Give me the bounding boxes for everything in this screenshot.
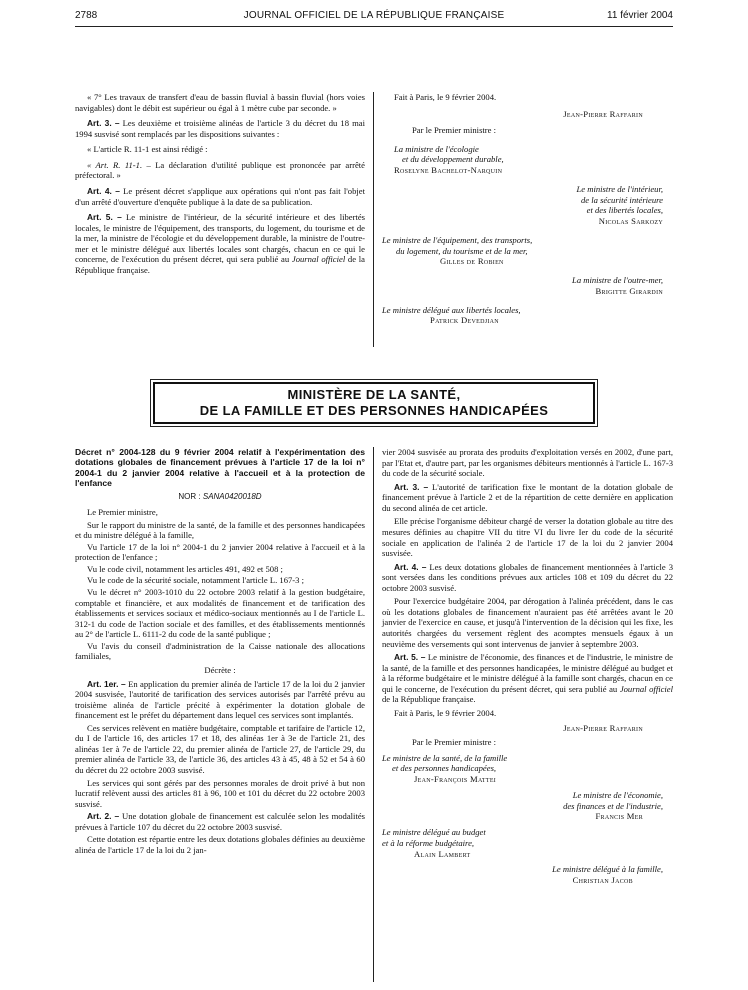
- issue-date: 11 février 2004: [607, 10, 673, 21]
- article-2: [75, 811, 365, 832]
- signatory-title: Le ministre de l'équipement, des transports,: [382, 234, 533, 245]
- header-rule: [75, 26, 673, 27]
- article-text: Le ministre de l'intérieur, de la sécurité intérieure et des libertés locales, le ministre de l'équipement, des transports, du logement, du tourisme et de la mer, la ministre de l'écologie et du développement durable, la ministre de l'outre-mer et le ministre délégué aux libertés locales sont chargés, chacun en ce qui le concerne, de l'exécution du présent décret, qui sera publié au: [75, 212, 365, 265]
- signatory-name: Jean-Pierre Raffarin: [563, 722, 643, 733]
- article-text: Les deuxième et troisième alinéas de l'article 3 du décret du 18 mai 1994 susvisé sont remplacés par les dispositions suivantes :: [75, 118, 365, 139]
- paragraph: Vu le code de la sécurité sociale, notamment l'article L. 167-3 ;: [87, 575, 304, 586]
- article-5: [382, 652, 673, 705]
- signatory-title: et du développement durable,: [402, 154, 504, 165]
- journal-ref: Journal officiel: [291, 254, 346, 265]
- signatory-name: Christian Jacob: [572, 874, 633, 885]
- article-text: Le présent décret s'applique aux opérations qui n'ont pas fait l'objet d'un arrêté d'ouverture d'enquête publique à la date de sa publication.: [75, 185, 365, 207]
- paragraph: Cette dotation est répartie entre les deux dotations globales définies au deuxième alinéa de l'article 17 de la loi du 2 jan-: [75, 834, 366, 855]
- article-text: L'autorité de tarification fixe le montant de la dotation globale de financement prévue à l'article 2 et de la répartition de cette dernière en application du second alinéa de cet article.: [382, 481, 673, 513]
- quote-article: « Art. R. 11-1.: [87, 159, 143, 170]
- signatory-name: Roselyne Bachelot-Narquin: [394, 165, 503, 176]
- article-4: [382, 562, 673, 594]
- decrete: Décrète :: [204, 664, 236, 675]
- article-3: [75, 118, 365, 139]
- signature-block: [382, 790, 673, 822]
- signatory-title: Le ministre délégué aux libertés locales,: [382, 304, 521, 315]
- nor-code: SANA0420018D: [202, 492, 262, 502]
- signatory-name: Gilles de Robien: [440, 256, 504, 267]
- signatory-title: La ministre de l'outre-mer,: [572, 275, 663, 286]
- article-label: Art. 3. –: [394, 481, 429, 492]
- signature-block: [382, 305, 673, 326]
- paragraph: Sur le rapport du ministre de la santé, de la famille et des personnes handicapées et du ministre délégué à la famille,: [75, 519, 365, 541]
- article-label: Art. 4. –: [87, 185, 120, 196]
- signatory-name: Brigitte Girardin: [595, 285, 663, 296]
- paragraph: vier 2004 susvisée au prorata des produits d'exploitation versés en 2002, d'une part, par l'Etat et, d'autre part, par les organismes débiteurs mentionnés à l'article L. 167-3 du code de la sécurité sociale.: [382, 447, 673, 479]
- decree-right-column: [382, 447, 673, 886]
- signature-block: [382, 275, 673, 296]
- signatory-name: Patrick Devedjian: [430, 315, 499, 326]
- ministry-heading: [153, 382, 595, 424]
- paragraph: Vu le code civil, notamment les articles 491, 492 et 508 ;: [87, 563, 283, 574]
- quote-text: – La déclaration d'utilité publique est prononcée par arrêté préfectoral. »: [75, 159, 365, 181]
- nor-reference: [75, 492, 365, 502]
- journal-title: JOURNAL OFFICIEL DE LA RÉPUBLIQUE FRANÇAISE: [243, 10, 505, 21]
- signatory-name: Jean-Pierre Raffarin: [563, 108, 643, 119]
- article-text: En application du premier alinéa de l'article 17 de la loi du 2 janvier 2004 susvisée, l'autorité de tarification des services autorisés par l'arrêté prévu au troisième alinéa de l'article précité à expérimenter la dotation globale de financement est le préfet du département dans lequel ces services sont implantés.: [75, 678, 365, 721]
- article-5: [75, 212, 365, 275]
- paragraph: Le Premier ministre,: [87, 507, 158, 518]
- signatory-title: Le ministre de l'économie,: [572, 789, 663, 800]
- paragraph: Vu l'article 17 de la loi n° 2004-1 du 2 janvier 2004 relative à l'accueil et à la protection de l'enfance ;: [75, 541, 365, 563]
- signatory-title: de la sécurité intérieure: [580, 194, 663, 205]
- signatory-title: et des personnes handicapées,: [392, 763, 497, 774]
- paragraph: Vu le décret n° 2003-1010 du 22 octobre 2003 relatif à la gestion budgétaire, comptable et financière, et aux modalités de financement et de tarification des établissements et services sociaux et médico-sociaux mentionnés au I de l'article L. 312-1 du code de l'action sociale et des familles, et des établissements mentionnés au 2° de l'article L. 6111-2 du code de la santé publique ;: [75, 587, 365, 640]
- signature-par: Par le Premier ministre :: [412, 125, 497, 136]
- signature-block: [382, 864, 673, 885]
- signatory-title: des finances et de l'industrie,: [563, 800, 663, 811]
- signature-block: [382, 184, 673, 227]
- signatory-title: du logement, du tourisme et de la mer,: [396, 245, 528, 256]
- signatory-title: Le ministre délégué à la famille,: [552, 864, 663, 875]
- signatory-title: Le ministre délégué au budget: [382, 827, 486, 838]
- signature-block: [382, 144, 673, 176]
- signature-block: [382, 753, 673, 785]
- signatory-name: Nicolas Sarkozy: [598, 216, 663, 227]
- signatory-title: La ministre de l'écologie: [394, 143, 479, 154]
- paragraph: Les services qui sont gérés par des personnes morales de droit privé à but non lucratif relèvent aussi des articles 81 à 96, 100 et 101 du décret du 22 octobre 2003 susvisé.: [75, 777, 365, 809]
- page-number: 2788: [75, 10, 98, 21]
- ministry-heading-line: MINISTÈRE DE LA SANTÉ,: [287, 386, 461, 402]
- paragraph: Vu l'avis du conseil d'administration de la Caisse nationale des allocations familiales,: [75, 640, 365, 662]
- article-text: Les deux dotations globales de financement mentionnées à l'article 3 sont versées dans les conditions prévues aux articles 108 et 109 du décret du 22 octobre 2003 susvisé.: [382, 561, 673, 593]
- column-divider: [373, 92, 374, 347]
- article-label: Art. 4. –: [394, 561, 427, 572]
- page-header: [75, 10, 673, 24]
- article-label: Art. 2. –: [87, 811, 120, 822]
- ministry-heading-box: [150, 379, 598, 427]
- article-3: [382, 482, 673, 514]
- signature-place-date: Fait à Paris, le 9 février 2004.: [394, 92, 497, 102]
- article-text-end: de la République française.: [382, 694, 476, 705]
- paragraph: Elle précise l'organisme débiteur chargé de verser la dotation globale au titre des mesures définies au chapitre VII du titre VI du livre Ier du code de la sécurité sociale en application de l'alinéa 2 de l'article 17 de la loi du 2 janvier 2004 susvisée.: [382, 516, 673, 559]
- signature-block: [382, 235, 673, 267]
- signatory-title: Le ministre de l'intérieur,: [576, 183, 663, 194]
- article-label: Art. 5. –: [87, 212, 122, 223]
- signatory-name: Francis Mer: [595, 811, 643, 822]
- article-label: Art. 5. –: [394, 652, 426, 663]
- article-text: Le ministre de l'économie, des finances et de l'industrie, le ministre de la santé, de la famille et des personnes handicapées, le ministre délégué au budget et à la réforme budgétaire et le ministre délégué à la famille sont chargés, chacun en ce qui le concerne, de l'exécution du présent décret, qui sera publié au: [382, 652, 673, 694]
- signature-block: [382, 827, 673, 859]
- signatory-name: Alain Lambert: [414, 848, 471, 859]
- top-right-column: [382, 92, 673, 334]
- signatory-name: Jean-François Mattei: [414, 774, 497, 785]
- article-1: [75, 679, 365, 721]
- article-4: [75, 186, 365, 207]
- signature-place-date: Fait à Paris, le 9 février 2004.: [394, 707, 497, 718]
- paragraph: « L'article R. 11-1 est ainsi rédigé :: [87, 144, 208, 155]
- article-text: Une dotation globale de financement est calculée selon les modalités prévues à l'article 107 du décret du 22 octobre 2003 susvisé.: [75, 811, 365, 832]
- ministry-heading-line: DE LA FAMILLE ET DES PERSONNES HANDICAPÉES: [199, 403, 549, 418]
- column-divider: [373, 447, 374, 982]
- article-text-end: de la République française.: [75, 254, 365, 275]
- article-label: Art. 3. –: [87, 118, 120, 129]
- nor-label: NOR :: [178, 492, 203, 502]
- paragraph: « 7° Les travaux de transfert d'eau de bassin fluvial à bassin fluvial (hors voies navigables) dont le débit est supérieur ou égal à 1 mètre cube par seconde. »: [75, 92, 365, 113]
- signatory-title: et des libertés locales,: [586, 205, 663, 216]
- signatory-title: et à la réforme budgétaire,: [382, 837, 475, 848]
- journal-ref: Journal officiel: [619, 683, 673, 694]
- paragraph: Ces services relèvent en matière budgétaire, comptable et tarifaire de l'article 12, du I de l'article 16, des articles 17 et 18, des alinéas 1er à 3e de l'article 21, des alinéas 1er à 7e de l'article 22, du premier alinéa de l'article 27, de l'article 29, du premier alinéa de l'article 33, de l'article 36, des articles 43 à 45, 48 à 52 et 54 à 60 du décret du 22 octobre 2003 susvisé.: [75, 722, 365, 776]
- signatory-title: Le ministre de la santé, de la famille: [382, 752, 508, 763]
- signature-par: Par le Premier ministre :: [412, 737, 497, 748]
- article-label: Art. 1er. –: [87, 678, 126, 689]
- decree-left-column: [75, 447, 365, 856]
- paragraph: [75, 160, 365, 181]
- paragraph: Pour l'exercice budgétaire 2004, par dérogation à l'alinéa précédent, dans le cas où les dotations globales de financement n'auraient pas été arrêtées avant le 20 janvier de l'exercice en cause, et jusqu'à l'intervention de la décision qui les fixe, les autorités chargées du versement règlent des acomptes mensuels égaux à un neuvième des versements qui sont intervenus de janvier à septembre 2003.: [382, 596, 673, 649]
- decree-title: Décret n° 2004-128 du 9 février 2004 relatif à l'expérimentation des dotations globales de financement prévues à l'article 17 de la loi n° 2004-1 du 2 janvier 2004 relative à l'accueil et à la protection de l'enfance: [75, 447, 365, 488]
- top-left-column: [75, 92, 365, 280]
